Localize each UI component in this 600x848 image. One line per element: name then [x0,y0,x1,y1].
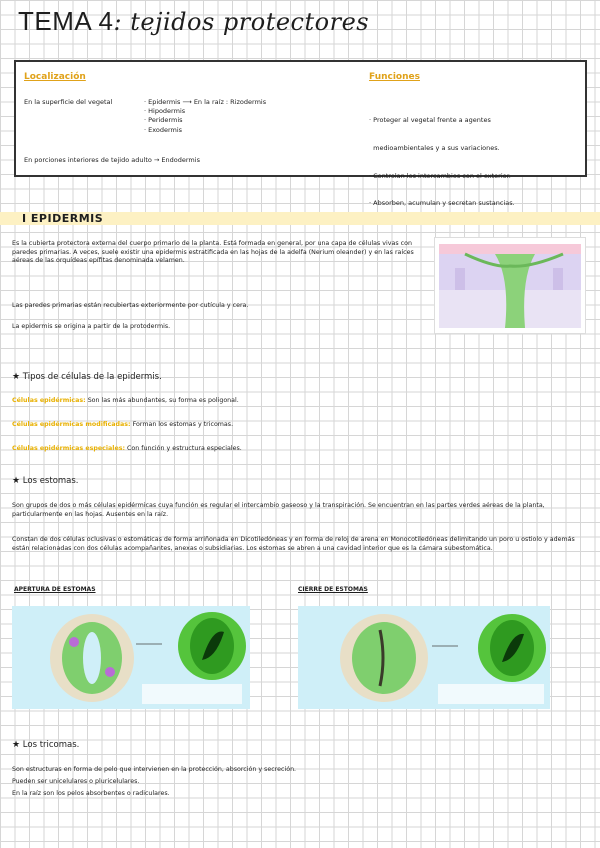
tissue-item: · Peridermis [144,116,183,125]
cell-types-title: Tipos de células de la epidermis. [22,372,162,382]
close-stomata-figure [298,606,550,709]
cell-type-text: Forman los estomas y tricomas. [132,421,234,428]
function-item: · Absorben, acumulan y secretan sustancias. [369,199,515,208]
funciones-heading: Funciones [369,72,420,82]
epidermis-paragraph-2: Las paredes primarias están recubiertas exteriormente por cutícula y cera. [12,302,249,309]
function-item: · Proteger al vegetal frente a agentes [369,116,491,125]
cell-type-item [12,445,412,454]
tissue-item: · Hipodermis [144,107,186,116]
title-main: TEMA 4 [18,6,114,36]
cell-type-item [12,421,412,430]
cell-types-heading [12,372,162,382]
section-title-epidermis: I EPIDERMIS [22,212,104,225]
cell-type-item [12,397,412,406]
loc-inner: En porciones interiores de tejido adulto → Endodermis [24,156,200,164]
cell-type-label: Células epidérmicas modificadas: [12,421,131,428]
trichomes-heading [12,740,79,750]
trichomes-paragraph-3: En la raíz son los pelos absorbentes o radiculares. [12,790,170,797]
epidermis-illustration [435,238,585,333]
cell-type-text: Son las más abundantes, su forma es poligonal. [87,397,239,404]
page-title [18,6,369,37]
open-stomata-caption: APERTURA DE ESTOMAS [14,586,96,593]
epidermis-paragraph-1: Es la cubierta protectora externa del cuerpo primario de la planta. Está formada en general, por una capa de células vivas con paredes primarias. A veces, suele existir una epidermis estratificada en las hojas de la adelfa (Nerium oleander) y en las raíces aéreas de las orquídeas epífitas denominada velamen. [12,240,414,265]
trichomes-title: Los tricomas. [22,740,80,750]
epidermis-figure [434,237,586,334]
tissue-list [144,98,266,135]
stomata-heading [12,476,79,486]
loc-surface: En la superficie del vegetal [24,98,113,106]
trichomes-paragraph-2: Pueden ser unicelulares o pluricelulares. [12,778,140,785]
stomata-paragraph-1: Son grupos de dos o más células epidérmicas cuya función es regular el intercambio gaseoso y la transpiración. Se encuentran en las partes verdes aéreas de la planta, particularmente en las hojas. Ausentes en la raíz. [12,502,545,518]
open-stomata-figure [12,606,250,709]
close-stomata-caption: CIERRE DE ESTOMAS [298,586,368,593]
title-sub: : tejidos protectores [113,8,370,36]
cell-type-label: Células epidérmicas: [12,397,86,404]
cell-type-label: Células epidérmicas especiales: [12,445,125,452]
function-list [369,98,515,227]
stomata-title: Los estomas. [22,476,79,486]
epidermis-paragraph-3: La epidermis se origina a partir de la protodermis. [12,323,171,330]
open-stomata-illustration [12,606,250,709]
tissue-item: · Exodermis [144,125,183,134]
trichomes-paragraph-1: Son estructuras en forma de pelo que intervienen en la protección, absorción y secreción. [12,766,297,773]
stomata-paragraph-2: Constan de dos células oclusivas o estomáticas de forma arriñonada en Dicotiledóneas y en forma de reloj de arena en Monocotiledóneas delimitando un poro u ostiolo y además están relacionadas con dos células acompañantes, anexas o subsidiarias. Los estomas se abren a una cavidad interior que es la cámara subestomática. [12,536,575,552]
cell-type-text: Con función y estructura especiales. [127,445,242,452]
localizacion-heading: Localización [24,72,86,82]
star-icon: ★ [12,372,21,382]
close-stomata-illustration [298,606,550,709]
function-item: · Controlan los intercambios con el exterior. [369,171,511,180]
tissue-item: · Epidermis ⟶ En la raíz : Rizodermis [144,98,267,106]
summary-box [14,60,587,208]
star-icon: ★ [12,740,21,750]
star-icon: ★ [12,476,21,486]
function-item: medioambientales y a sus variaciones. [369,144,500,153]
